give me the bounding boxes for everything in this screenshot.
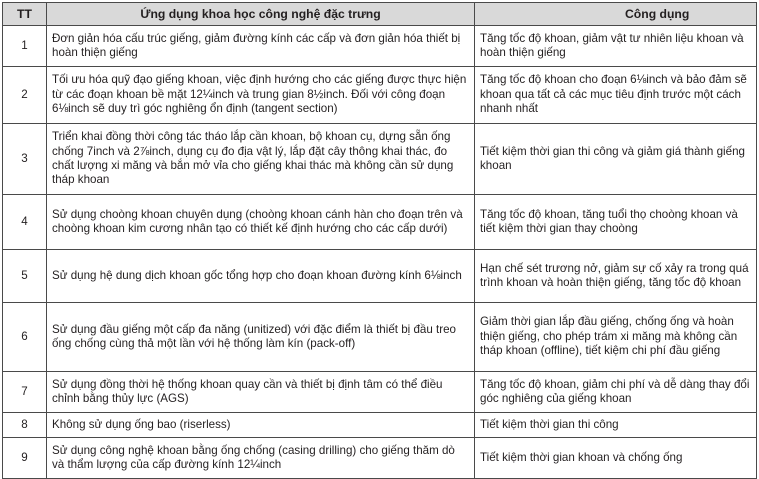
use-cell: Tăng tốc độ khoan, tăng tuổi thọ choòng khoan và tiết kiệm thời gian thay choòng [475,195,757,250]
row-number: 8 [3,413,47,438]
use-cell: Tiết kiệm thời gian thi công [475,413,757,438]
table-row [3,438,757,479]
table-row [3,372,757,413]
header-tt: TT [3,3,47,26]
table-row [3,26,757,67]
row-number: 3 [3,124,47,195]
table-row [3,303,757,372]
use-cell: Tiết kiệm thời gian thi công và giảm giá thành giếng khoan [475,124,757,195]
row-number: 7 [3,372,47,413]
use-cell: Hạn chế sét trương nở, giảm sự cố xảy ra trong quá trình khoan và hoàn thiện giếng, tăng tốc độ khoan [475,250,757,303]
technology-cell: Sử dụng đồng thời hệ thống khoan quay cần và thiết bị định tâm có thể điều chỉnh bằng thủy lực (AGS) [47,372,475,413]
technology-cell: Triển khai đồng thời công tác tháo lắp cần khoan, bộ khoan cụ, dựng sẵn ống chống 7inch và 2⅞inch, dụng cụ đo địa vật lý, lắp đặt cây thông khai thác, đo chất lượng xi măng và bắn mở vỉa cho giếng khai thác mà không cần sử dụng tháp khoan [47,124,475,195]
use-cell: Tăng tốc độ khoan, giảm chi phí và dễ dàng thay đổi góc nghiêng của giếng khoan [475,372,757,413]
technology-cell: Sử dụng choòng khoan chuyên dụng (choòng khoan cánh hàn cho đoạn trên và choòng khoan kim cương nhân tạo có thiết kế định hướng cho các cấp dưới) [47,195,475,250]
row-number: 5 [3,250,47,303]
header-technology: Ứng dụng khoa học công nghệ đặc trưng [47,3,475,26]
use-cell: Tăng tốc độ khoan, giảm vật tư nhiên liệu khoan và hoàn thiện giếng [475,26,757,67]
row-number: 9 [3,438,47,479]
table-row [3,67,757,124]
use-cell: Tăng tốc độ khoan cho đoạn 6⅛inch và bảo đảm sẽ khoan qua tất cả các mục tiêu định trước một cách nhanh nhất [475,67,757,124]
table-row [3,124,757,195]
table-row [3,195,757,250]
technology-cell: Tối ưu hóa quỹ đạo giếng khoan, việc định hướng cho các giếng được thực hiện từ các đoạn khoan bề mặt 12¼inch và trung gian 8½inch. Đối với công đoạn 6⅛inch sẽ duy trì góc nghiêng ổn định (tangent section) [47,67,475,124]
use-cell: Giảm thời gian lắp đầu giếng, chống ống và hoàn thiện giếng, cho phép trám xi măng mà không cần tháp khoan (offline), tiết kiệm chi phí đầu giếng [475,303,757,372]
row-number: 6 [3,303,47,372]
table-row [3,250,757,303]
technology-cell: Không sử dụng ống bao (riserless) [47,413,475,438]
technology-cell: Đơn giản hóa cấu trúc giếng, giảm đường kính các cấp và đơn giản hóa thiết bị hoàn thiện giếng [47,26,475,67]
technology-cell: Sử dụng hệ dung dịch khoan gốc tổng hợp cho đoạn khoan đường kính 6⅛inch [47,250,475,303]
row-number: 2 [3,67,47,124]
use-cell: Tiết kiệm thời gian khoan và chống ống [475,438,757,479]
technology-table [2,2,757,479]
technology-cell: Sử dụng công nghệ khoan bằng ống chống (casing drilling) cho giếng thăm dò và thẩm lượng của cấp đường kính 12¼inch [47,438,475,479]
header-use: Công dụng [475,3,757,26]
technology-cell: Sử dụng đầu giếng một cấp đa năng (unitized) với đặc điểm là thiết bị đầu treo ống chống cùng thả một lần với hệ thống làm kín (pack-off) [47,303,475,372]
table-row [3,413,757,438]
table-header-row [3,3,757,26]
row-number: 4 [3,195,47,250]
row-number: 1 [3,26,47,67]
